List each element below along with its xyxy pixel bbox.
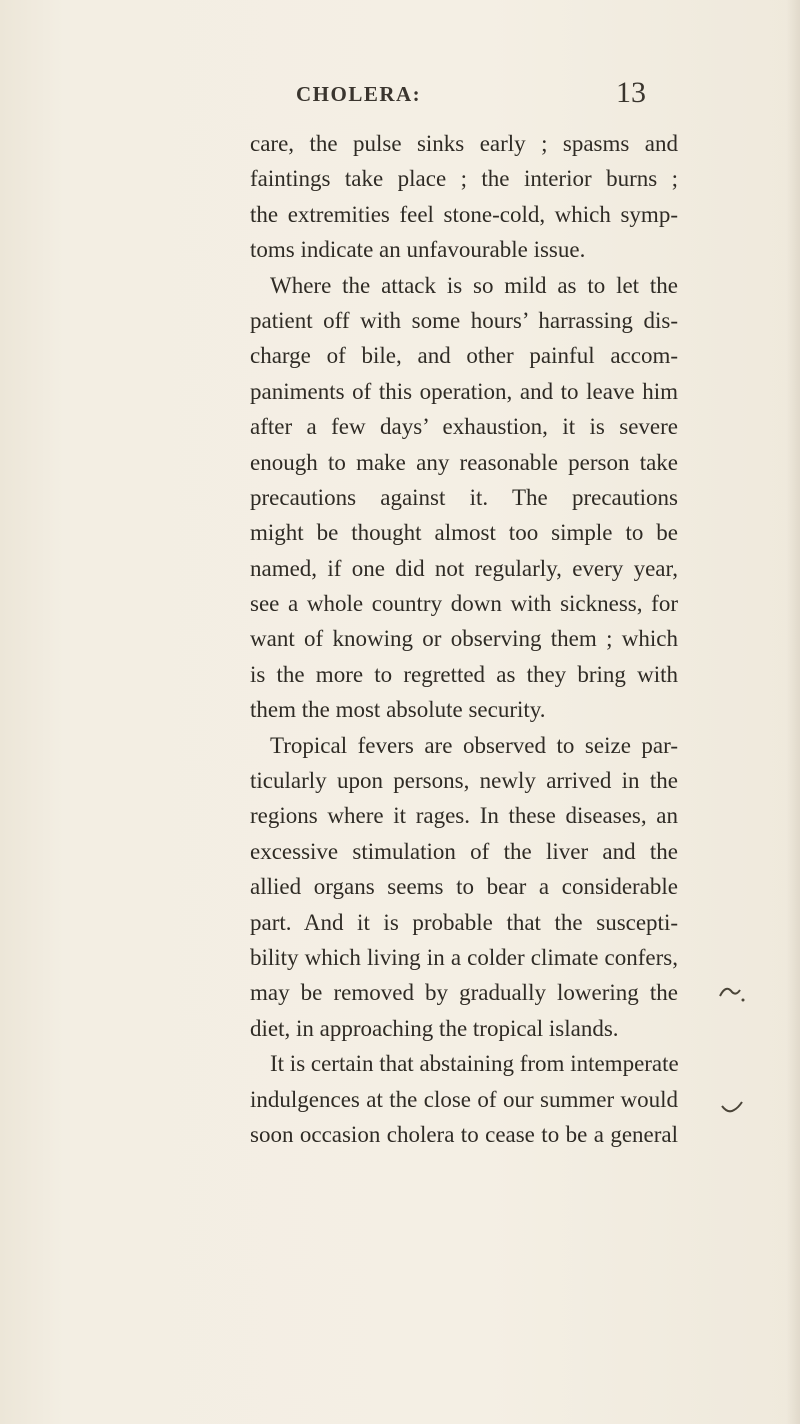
text-line: named, if one did not regularly, every year, <box>250 555 678 581</box>
text-line: is the more to regretted as they bring with <box>250 661 678 687</box>
margin-mark-upper <box>716 982 746 1002</box>
text-line: after a few days’ exhaustion, it is severe <box>250 414 678 440</box>
text-line: It is certain that abstaining from intemperate <box>270 1051 679 1077</box>
text-line: regions where it rages. In these diseases, an <box>250 803 678 829</box>
text-line: care, the pulse sinks early ; spasms and <box>250 131 678 156</box>
running-head: CHOLERA: <box>296 82 422 106</box>
text-line: precautions against it. The precautions <box>250 484 678 510</box>
text-line: may be removed by gradually lowering the <box>250 980 678 1006</box>
text-line: ticularly upon persons, newly arrived in the <box>250 768 678 794</box>
text-line: want of knowing or observing them ; which <box>250 626 678 652</box>
text-line: allied organs seems to bear a considerable <box>250 874 678 900</box>
text-line: bility which living in a colder climate confers, <box>250 944 678 970</box>
text-line: them the most absolute security. <box>250 697 546 723</box>
body-text <box>250 126 678 1152</box>
text-line: charge of bile, and other painful accom- <box>250 343 678 369</box>
text-line: soon occasion cholera to cease to be a general <box>250 1121 678 1147</box>
text-line: the extremities feel stone-cold, which symp- <box>250 201 678 227</box>
page-number: 13 <box>616 76 646 109</box>
text-line: faintings take place ; the interior burns ; <box>250 166 678 192</box>
text-line: Where the attack is so mild as to let the <box>270 272 678 298</box>
text-line: paniments of this operation, and to leave him <box>250 378 678 404</box>
text-line: enough to make any reasonable person take <box>250 449 678 475</box>
text-line: might be thought almost too simple to be <box>250 520 678 546</box>
text-line: toms indicate an unfavourable issue. <box>250 237 586 263</box>
margin-mark-lower <box>720 1100 746 1118</box>
text-line: see a whole country down with sickness, for <box>250 591 678 617</box>
text-line: indulgences at the close of our summer would <box>250 1086 678 1112</box>
text-line: Tropical fevers are observed to seize par- <box>270 732 678 758</box>
text-line: excessive stimulation of the liver and the <box>250 838 678 864</box>
text-line: diet, in approaching the tropical islands. <box>250 1015 619 1041</box>
text-line: part. And it is probable that the suscepti- <box>250 909 678 935</box>
text-line: patient off with some hours’ harrassing dis- <box>250 307 678 333</box>
page-edge-shadow <box>786 0 800 1424</box>
page-header <box>0 76 800 112</box>
